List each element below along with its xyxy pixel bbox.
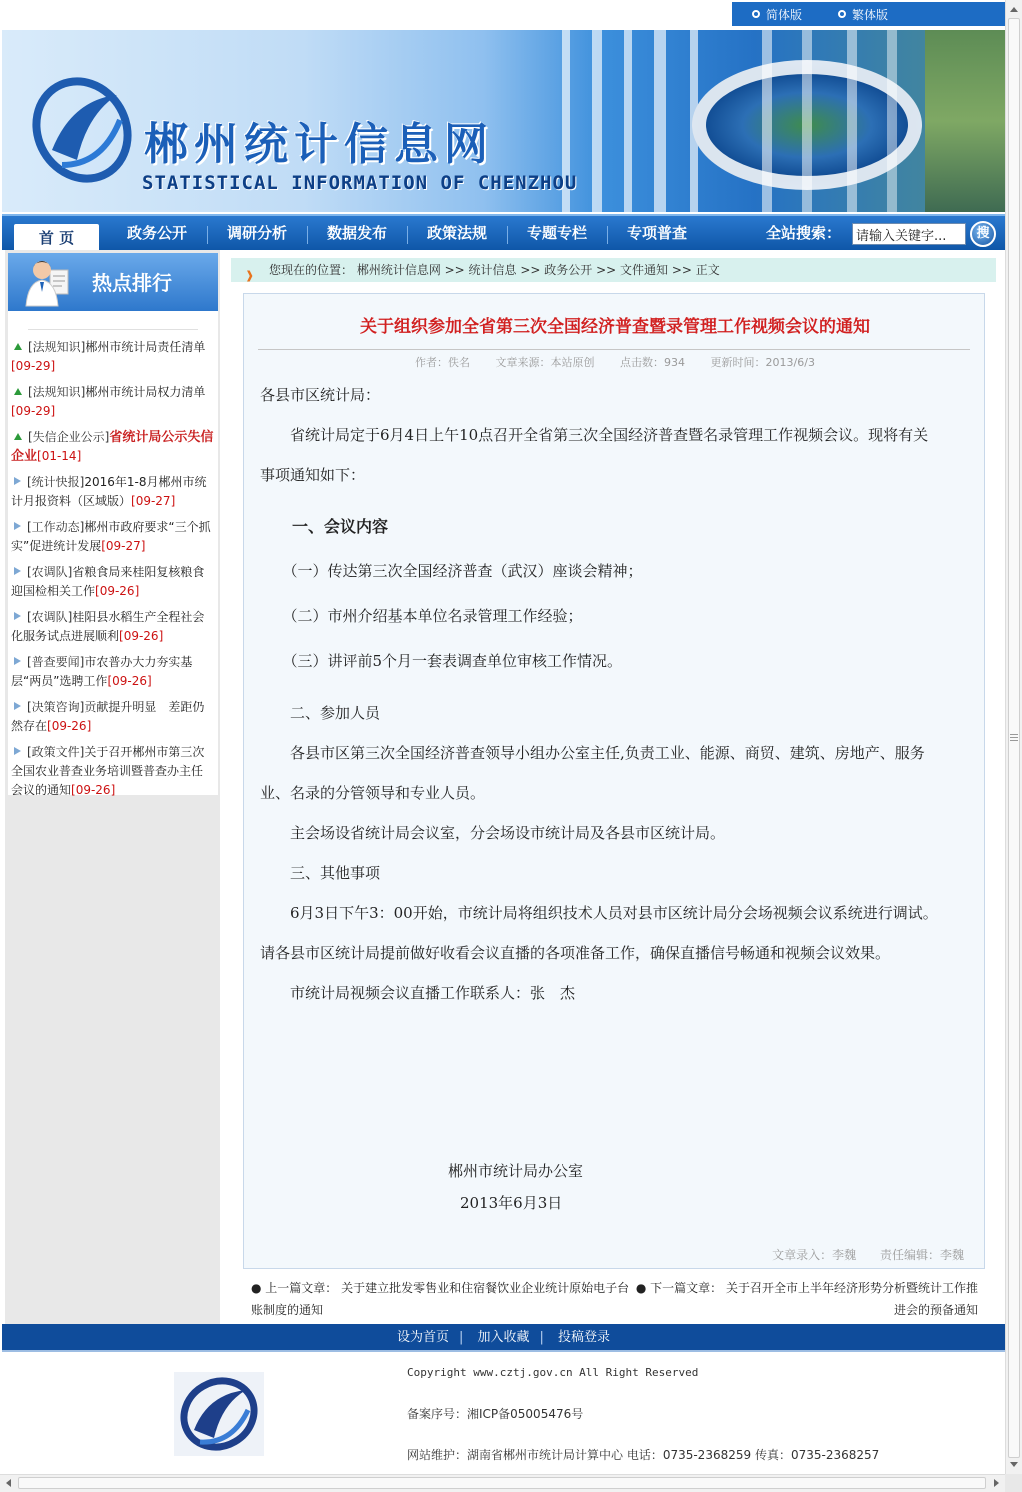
trees-image xyxy=(925,30,1005,212)
banner-stripe xyxy=(762,30,772,212)
scroll-right-icon[interactable] xyxy=(994,1479,999,1487)
site-name: 郴州统计信息网 xyxy=(144,119,494,170)
item-title[interactable]: 2016年1-8月郴州市统计月报资料（区域版） xyxy=(11,475,207,508)
signature-date: 2013年6月3日 xyxy=(460,1194,563,1212)
arrow-right-icon xyxy=(14,747,21,755)
item-tag: [决策咨询] xyxy=(27,700,85,714)
list-item[interactable] xyxy=(8,559,218,604)
banner-stripe xyxy=(624,30,632,212)
copyright: Copyright www.cztj.gov.cn All Right Reserved xyxy=(407,1366,699,1379)
banner-stripe xyxy=(887,30,897,212)
prev-article: ● 上一篇文章： 关于建立批发零售业和住宿餐饮业企业统计原始电子台账制度的通知 xyxy=(251,1281,630,1317)
article-meta xyxy=(244,354,986,370)
arrow-right-icon xyxy=(14,567,21,575)
item-title[interactable]: 桂阳县水稻生产全程社会化服务试点进展顺利 xyxy=(11,610,205,643)
hot-ranking-title: 热点排行 xyxy=(92,271,172,295)
arrow-right-icon xyxy=(14,702,21,710)
scroll-up-icon[interactable] xyxy=(1010,7,1018,12)
item-title[interactable]: 郴州市统计局权力清单 xyxy=(85,385,206,399)
breadcrumb xyxy=(231,258,996,282)
body-line: 省统计局定于6月4日上午10点召开全省第三次全国经济普查暨名录管理工作视频会议。现将有关 xyxy=(260,426,929,444)
footer xyxy=(2,1354,1005,1470)
section-heading: 二、参加人员 xyxy=(260,704,381,722)
submit-login-link[interactable]: 投稿登录 xyxy=(558,1330,611,1345)
scrollbar-corner xyxy=(1005,1474,1022,1492)
footer-divider: | xyxy=(458,1330,464,1345)
body-line: 请各县市区统计局提前做好收看会议直播的各项准备工作，确保直播信号畅通和视频会议效果。 xyxy=(260,944,891,962)
search-input[interactable] xyxy=(852,223,966,245)
article-updated: 更新时间：2013/6/3 xyxy=(710,356,815,369)
search-label: 全站搜索： xyxy=(766,224,842,242)
breadcrumb-text[interactable]: 您现在的位置： 郴州统计信息网 >> 统计信息 >> 政务公开 >> 文件通知 >> 正文 xyxy=(269,263,720,277)
item-date: [09-26] xyxy=(95,584,140,598)
list-divider xyxy=(28,329,198,330)
nav-item-data[interactable]: 数据发布 xyxy=(326,224,387,242)
nav-item-topics[interactable]: 专题专栏 xyxy=(526,224,587,242)
article-editor: 责任编辑：李魏 xyxy=(879,1248,964,1262)
header-banner xyxy=(2,30,1005,212)
hot-items xyxy=(8,334,218,803)
next-article-link[interactable]: 关于召开全市上半年经济形势分析暨统计工作推进会的预备通知 xyxy=(725,1281,978,1317)
body-line: 各县市区统计局： xyxy=(260,386,381,404)
sidebar xyxy=(5,250,220,1324)
title-divider xyxy=(258,349,970,350)
set-homepage-link[interactable]: 设为首页 xyxy=(396,1330,449,1345)
body-line: 市统计局视频会议直播工作联系人：张 杰 xyxy=(260,984,576,1002)
main-nav xyxy=(2,214,1005,250)
nav-item-census[interactable]: 专项普查 xyxy=(626,224,687,242)
section-heading: 三、其他事项 xyxy=(260,864,381,882)
scroll-down-icon[interactable] xyxy=(1010,1462,1018,1467)
body-line: 6月3日下午3：00开始，市统计局将组织技术人员对县市区统计局分会场视频会议系统进行调试。 xyxy=(260,904,938,922)
grip-icon xyxy=(1010,737,1018,738)
body-line: （一）传达第三次全国经济普查（武汉）座谈会精神； xyxy=(260,562,643,580)
item-title[interactable]: 郴州市政府要求“三个抓实”促进统计发展 xyxy=(11,520,211,553)
arrow-right-icon xyxy=(14,522,21,530)
banner-stripe xyxy=(802,30,812,212)
arrow-up-icon xyxy=(14,388,22,395)
item-tag: [失信企业公示] xyxy=(28,430,110,444)
item-tag: [农调队] xyxy=(27,565,73,579)
nav-item-policy[interactable]: 政策法规 xyxy=(426,224,487,242)
hot-ranking-list xyxy=(8,311,218,795)
item-title[interactable]: 省统计局公示失信企业 xyxy=(11,430,214,464)
arrow-right-icon xyxy=(14,657,21,665)
list-item[interactable] xyxy=(8,604,218,649)
site-name-english: STATISTICAL INFORMATION OF CHENZHOU xyxy=(142,172,578,194)
item-date: [01-14] xyxy=(37,449,82,463)
maintainer: 网站维护：湖南省郴州市统计局计算中心 电话：0735-2368259 传真：0735-2368257 xyxy=(407,1448,880,1462)
next-label: 下一篇文章： xyxy=(650,1281,723,1295)
item-title[interactable]: 贡献提升明显 差距仍然存在 xyxy=(11,700,205,733)
scroll-thumb[interactable] xyxy=(1008,18,1020,1458)
article-title: 关于组织参加全省第三次全国经济普查暨录管理工作视频会议的通知 xyxy=(360,317,870,337)
banner-stripe xyxy=(847,30,857,212)
body-line: （二）市州介绍基本单位名录管理工作经验； xyxy=(260,607,583,625)
item-tag: [农调队] xyxy=(27,610,73,624)
arrow-right-icon xyxy=(14,477,21,485)
item-date: [09-26] xyxy=(47,719,92,733)
section-heading: 一、会议内容 xyxy=(260,517,389,536)
list-item[interactable] xyxy=(8,379,218,424)
item-date: [09-29] xyxy=(11,359,56,373)
body-line: 业、名录的分管领导和专业人员。 xyxy=(260,784,486,802)
icp-number: 备案序号：湘ICP备05005476号 xyxy=(407,1407,584,1421)
hot-ranking-header xyxy=(8,253,218,311)
bullet-icon xyxy=(838,10,846,18)
nav-item-research[interactable]: 调研分析 xyxy=(226,224,287,242)
footer-logo-icon xyxy=(174,1372,264,1456)
item-date: [09-26] xyxy=(107,674,152,688)
footer-divider: | xyxy=(539,1330,544,1345)
arrow-up-icon xyxy=(14,433,22,440)
prev-label: 上一篇文章： xyxy=(265,1281,338,1295)
list-item[interactable] xyxy=(8,424,218,469)
body-line: 事项通知如下： xyxy=(260,466,366,484)
item-tag: [政策文件] xyxy=(27,745,85,759)
list-item[interactable] xyxy=(8,649,218,694)
item-title[interactable]: 省粮食局来桂阳复核粮食迎国检相关工作 xyxy=(11,565,205,598)
vertical-scrollbar[interactable] xyxy=(1005,0,1022,1474)
body-line: （三）讲评前5个月一套表调查单位审核工作情况。 xyxy=(260,652,623,670)
article-source: 文章来源：本站原创 xyxy=(495,356,595,369)
scroll-thumb[interactable] xyxy=(18,1477,986,1489)
item-date: [09-26] xyxy=(119,629,164,643)
signature: 郴州市统计局办公室 xyxy=(448,1162,584,1180)
article-author: 作者：佚名 xyxy=(415,356,471,369)
arrow-right-icon xyxy=(14,612,21,620)
list-item[interactable] xyxy=(8,514,218,559)
bullet-icon xyxy=(752,10,760,18)
item-tag: [普查要闻] xyxy=(27,655,85,669)
article-panel xyxy=(243,293,985,1269)
traditional-label: 繁体版 xyxy=(852,7,889,22)
next-article: ● 下一篇文章： 关于召开全市上半年经济形势分析暨统计工作推进会的预备通知 xyxy=(635,1281,978,1317)
add-favorite-link[interactable]: 加入收藏 xyxy=(477,1330,530,1345)
simplified-label: 简体版 xyxy=(766,7,803,22)
prev-article-link[interactable]: 关于建立批发零售业和住宿餐饮业企业统计原始电子台账制度的通知 xyxy=(251,1281,630,1317)
item-date: [09-27] xyxy=(131,494,176,508)
search-button[interactable]: 搜 xyxy=(970,221,996,247)
nav-item-government[interactable]: 政务公开 xyxy=(126,224,187,242)
simplified-link[interactable] xyxy=(752,6,802,23)
language-bar xyxy=(732,2,1005,26)
site-logo-icon xyxy=(32,70,132,194)
chevron-right-icon: ❱ xyxy=(245,269,255,282)
nav-item-home[interactable]: 首 页 xyxy=(14,224,99,252)
item-title[interactable]: 郴州市统计局责任清单 xyxy=(85,340,206,354)
banner-stripe xyxy=(654,30,666,212)
top-strip xyxy=(2,0,1005,28)
item-date: [09-29] xyxy=(11,404,56,418)
person-icon xyxy=(20,256,76,308)
item-date: [09-27] xyxy=(101,539,146,553)
page xyxy=(2,0,1005,1470)
footer-links xyxy=(2,1324,1005,1352)
list-item[interactable] xyxy=(8,739,218,803)
item-tag: [工作动态] xyxy=(27,520,85,534)
item-tag: [法规知识] xyxy=(28,385,86,399)
article-hits: 点击数：934 xyxy=(620,356,686,369)
traditional-link[interactable] xyxy=(838,6,888,23)
body-line: 主会场设省统计局会议室，分会场设市统计局及各县市区统计局。 xyxy=(260,824,726,842)
item-tag: [统计快报] xyxy=(27,475,85,489)
editors xyxy=(752,1246,964,1263)
item-title[interactable]: 关于召开郴州市第三次全国农业普查业务培训暨普查办主任会议的通知 xyxy=(11,745,205,797)
body-line: 各县市区第三次全国经济普查领导小组办公室主任,负责工业、能源、商贸、建筑、房地产、服务 xyxy=(260,744,925,762)
item-title[interactable]: 市农普办大力夯实基层“两员”选聘工作 xyxy=(11,655,193,688)
list-item[interactable] xyxy=(8,469,218,514)
list-item[interactable] xyxy=(8,694,218,739)
horizontal-scrollbar[interactable] xyxy=(0,1474,1005,1492)
item-tag: [法规知识] xyxy=(28,340,86,354)
item-date: [09-26] xyxy=(71,783,116,797)
list-item[interactable] xyxy=(8,334,218,379)
arrow-up-icon xyxy=(14,343,22,350)
article-entry: 文章录入：李魏 xyxy=(772,1248,857,1262)
scroll-left-icon[interactable] xyxy=(6,1479,11,1487)
banner-stripe xyxy=(592,30,602,212)
